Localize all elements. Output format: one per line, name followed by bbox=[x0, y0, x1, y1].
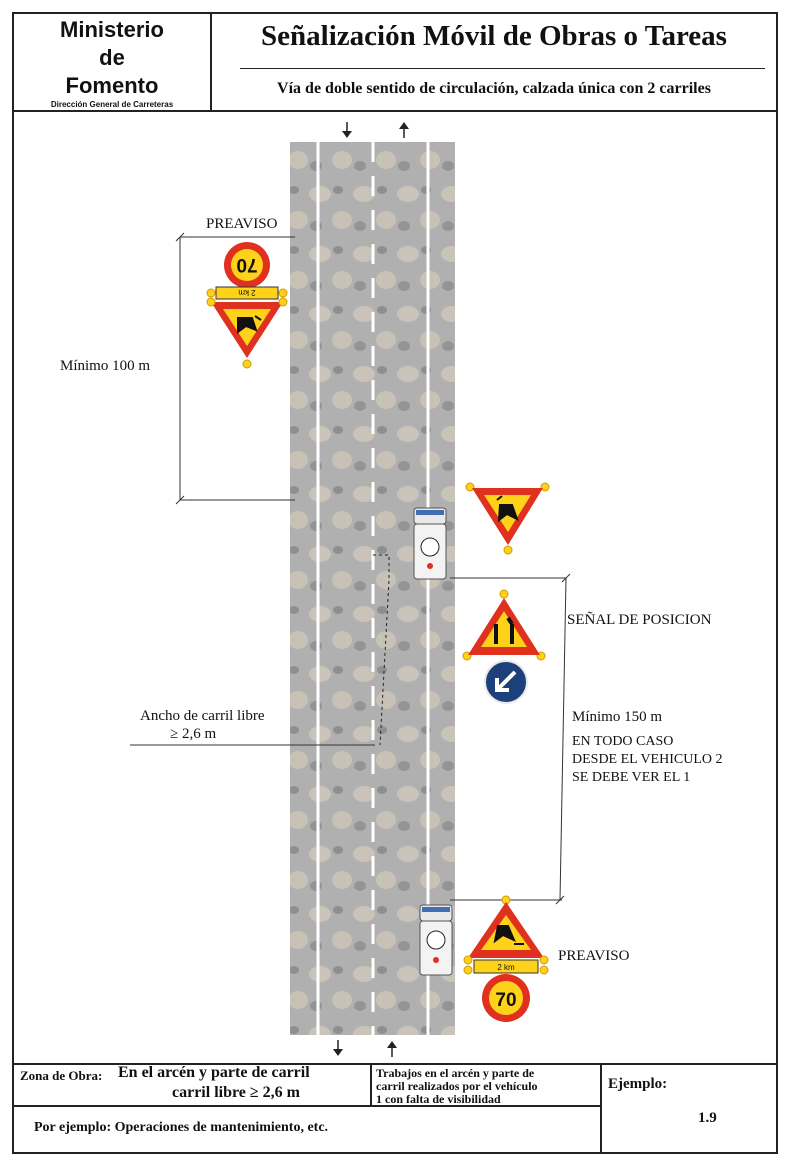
footer-zona-label: Zona de Obra: bbox=[20, 1068, 103, 1083]
footer-zona-value-line1: En el arcén y parte de carril bbox=[118, 1064, 310, 1081]
label-min150: Mínimo 150 m bbox=[572, 709, 663, 725]
speed-limit-70-bottom: 70 bbox=[495, 990, 517, 1011]
footer-ejemplo-value: 1.9 bbox=[698, 1110, 717, 1126]
arrow-up-bottom bbox=[387, 1041, 397, 1057]
ministry-line1: Ministerio bbox=[60, 17, 164, 42]
label-ancho-line2: ≥ 2,6 m bbox=[170, 726, 217, 742]
footer-mid-line bbox=[12, 1105, 602, 1107]
label-note-line1: EN TODO CASO bbox=[572, 734, 674, 749]
vehicle-2 bbox=[420, 905, 452, 975]
footer-trabajos-line1: Trabajos en el arcén y parte de bbox=[376, 1066, 535, 1080]
speed-limit-70-top: 70 bbox=[236, 254, 258, 275]
position-sign bbox=[463, 590, 545, 703]
distance-plate-top: 2 km bbox=[238, 288, 256, 297]
ministry-subtitle: Dirección General de Carreteras bbox=[50, 100, 174, 109]
distance-plate-bottom: 2 km bbox=[497, 963, 515, 972]
label-preaviso-bottom: PREAVISO bbox=[558, 948, 630, 964]
label-senal-posicion: SEÑAL DE POSICION bbox=[567, 612, 712, 628]
footer-trabajos-line2: carril realizados por el vehículo bbox=[376, 1079, 538, 1093]
footer-ejemplo-label: Ejemplo: bbox=[608, 1076, 668, 1092]
arrow-up-top bbox=[399, 122, 409, 138]
ministry-line2: de bbox=[99, 45, 125, 70]
arrow-down-top bbox=[342, 122, 352, 138]
footer-vline-1 bbox=[370, 1063, 372, 1106]
preaviso-top-sign bbox=[207, 242, 287, 368]
footer-example-text: Por ejemplo: Operaciones de mantenimiento, etc. bbox=[34, 1120, 329, 1135]
footer-trabajos-line3: 1 con falta de visibilidad bbox=[376, 1092, 501, 1106]
ministry-line3: Fomento bbox=[65, 73, 159, 98]
footer-vline-2 bbox=[600, 1063, 602, 1154]
preaviso-bottom-sign bbox=[464, 896, 548, 1022]
footer-zona-value-line2: carril libre ≥ 2,6 m bbox=[172, 1084, 301, 1101]
arrow-down-bottom bbox=[333, 1040, 343, 1056]
roadworks-warning-sign bbox=[466, 483, 549, 554]
label-preaviso-top: PREAVISO bbox=[206, 216, 278, 232]
page-title: Señalización Móvil de Obras o Tareas bbox=[261, 20, 727, 52]
label-ancho-line1: Ancho de carril libre bbox=[140, 708, 265, 724]
label-note-line3: SE DEBE VER EL 1 bbox=[572, 770, 691, 785]
page-subtitle: Vía de doble sentido de circulación, calzada única con 2 carriles bbox=[277, 80, 711, 97]
label-note-line2: DESDE EL VEHICULO 2 bbox=[572, 752, 723, 767]
vehicle-1 bbox=[414, 508, 446, 579]
label-min100: Mínimo 100 m bbox=[60, 358, 151, 374]
